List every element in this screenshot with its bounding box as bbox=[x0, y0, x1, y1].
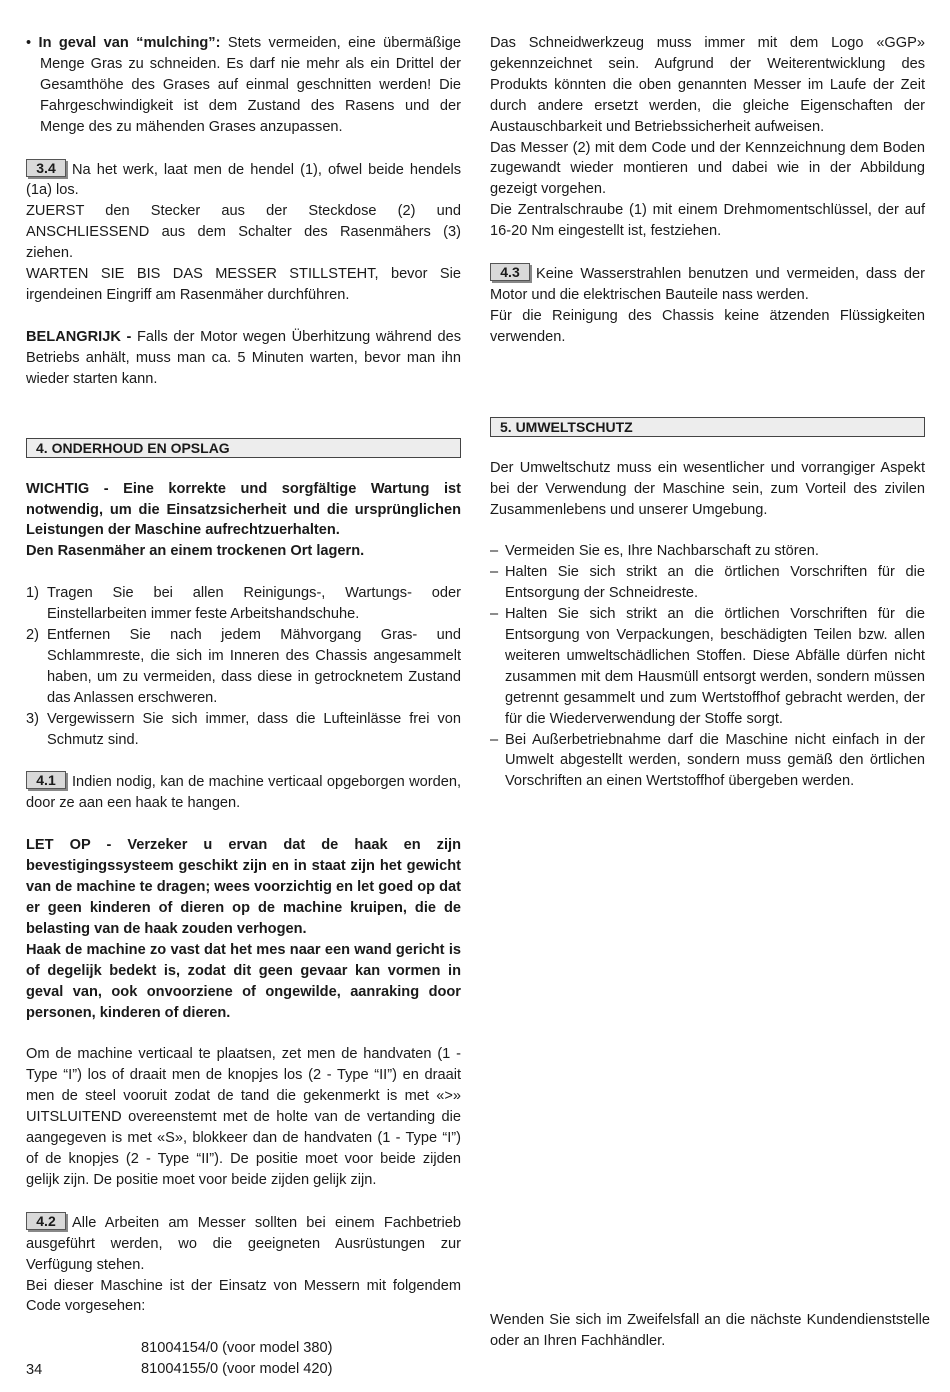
let-op-paragraph: LET OP - Verzeker u ervan dat de haak en zijn bevestigingssysteem geschikt zijn en in staat zijn het gewicht van de machine te dragen; wees voorzichtig en let goed op dat er geen kinderen of dieren op de machine kruipen, die de belasting van de haak zouden verhogen. bbox=[26, 837, 461, 937]
list-text: Vermeiden Sie es, Ihre Nachbarschaft zu stören. bbox=[505, 543, 819, 560]
maintenance-list bbox=[26, 583, 461, 750]
list-text: Bei Außerbetriebnahme darf die Maschine nicht einfach in der Umwelt abgestellt werden, sondern muss gemäß den örtlichen Vorschriften an einen Wertstoffhof übergeben werden. bbox=[505, 731, 925, 790]
list-item bbox=[490, 562, 925, 604]
section-badge-4-1: 4.1 bbox=[26, 771, 66, 789]
stecker-paragraph: ZUERST den Stecker aus der Steckdose (2) und ANSCHLIESSEND aus dem Schalter des Rasenmähers (3) ziehen. bbox=[26, 203, 461, 262]
right-column bbox=[490, 33, 925, 792]
page-number: 34 bbox=[26, 1362, 43, 1378]
wichtig-paragraph: WICHTIG - Eine korrekte und sorgfältige Wartung ist notwendig, um die Einsatzsicherheit und die ursprünglichen Leistungen der Maschine aufrechtzuerhalten. bbox=[26, 480, 461, 539]
list-text: Halten Sie sich strikt an die örtlichen Vorschriften für die Entsorgung der Schneidreste. bbox=[505, 564, 925, 602]
section-4-1-paragraph bbox=[26, 771, 461, 814]
belangrijk-label: BELANGRIJK - bbox=[26, 328, 132, 345]
left-column bbox=[26, 33, 461, 1380]
zentralschraube-paragraph: Die Zentralschraube (1) mit einem Drehmomentschlüssel, der auf 16-20 Nm eingestellt ist, festziehen. bbox=[490, 202, 925, 240]
section-4-3-paragraph bbox=[490, 263, 925, 306]
section-4-3-text: Keine Wasserstrahlen benutzen und vermeiden, dass der Motor und die elektrischen Bauteile nass werden. bbox=[490, 266, 925, 303]
list-dash: – bbox=[490, 606, 499, 623]
blade-code: 81004154/0 (voor model 380) bbox=[141, 1340, 333, 1357]
list-number: 1) bbox=[26, 585, 39, 602]
list-text: Halten Sie sich strikt an die örtlichen Vorschriften für die Entsorgung von Verpackungen, beschädigten Teilen bzw. allen weiteren umweltschädlichen Stoffen. Diese Abfälle dürfen nicht zusammen mit dem Hausmüll entsorgt werden, sondern müssen getrennt gesammelt und zum Wertstoffhof gebracht werden, der für die Wiederverwendung der Stoffe sorgt. bbox=[505, 606, 925, 727]
environment-list bbox=[490, 541, 925, 792]
list-number: 2) bbox=[26, 627, 39, 644]
list-text: Tragen Sie bei allen Reinigungs-, Wartungs- oder Einstellarbeiten immer feste Arbeitshandschuhe. bbox=[47, 585, 461, 623]
blade-code: 81004155/0 (voor model 420) bbox=[141, 1361, 333, 1378]
list-dash: – bbox=[490, 731, 499, 748]
list-item bbox=[490, 604, 925, 729]
mulching-paragraph: • In geval van “mulching”: Stets vermeiden, eine übermäßige Menge Gras zu schneiden. Es darf nie mehr als ein Drittel der Gesamthöhe des Grases auf einmal geschnitten werden! Die Fahrgeschwindigkeit ist dem Zustand des Rasens und der Menge des zu mähenden Grases anzupassen. bbox=[26, 35, 461, 135]
dealer-contact-note: Wenden Sie sich im Zweifelsfall an die nächste Kundendienststelle oder an Ihren Fachhändler. bbox=[490, 1312, 930, 1349]
verticaal-paragraph: Om de machine verticaal te plaatsen, zet men de handvaten (1 - Type “I”) los of draait men de knopjes los (2 - Type “II”) en draait men de steel vooruit zodat de tand die gekenmerkt is met «>» UITSLUITEND overeenstemt met de holte van de vertanding die aangegeven is met «S», blokkeer dan de handvaten (1 - Type “I”) of de knopjes (2 - Type “II”). De positie moet voor beide zijden gelijk zijn. De positie moet voor beide zijden gelijk zijn. bbox=[26, 1046, 461, 1188]
section-heading-5: 5. UMWELTSCHUTZ bbox=[490, 417, 925, 437]
list-item bbox=[26, 709, 461, 751]
lagern-paragraph: Den Rasenmäher an einem trockenen Ort lagern. bbox=[26, 543, 365, 560]
section-4-2-text: Alle Arbeiten am Messer sollten bei einem Fachbetrieb ausgeführt werden, wo die geeigneten Ausrüstungen zur Verfügung stehen. bbox=[26, 1214, 461, 1273]
list-text: Entfernen Sie nach jedem Mähvorgang Gras- und Schlammreste, die sich im Inneren des Chassis angesammelt haben, um zu vermeiden, dass diese in getrocknetem Zustand das Anlassen erschweren. bbox=[47, 627, 461, 706]
list-item bbox=[490, 730, 925, 793]
section-4-2-paragraph bbox=[26, 1212, 461, 1276]
chassis-paragraph: Für die Reinigung des Chassis keine ätzenden Flüssigkeiten verwenden. bbox=[490, 307, 925, 345]
mulching-text: Stets vermeiden, eine übermäßige Menge Gras zu schneiden. Es darf nie mehr als ein Drittel der Gesamthöhe des Grases auf einmal geschnitten werden! Die Fahrgeschwindigkeit ist dem Zustand des Rasens und der Menge des zu mähenden Grases anzupassen. bbox=[40, 35, 461, 135]
mulching-label: In geval van “mulching”: bbox=[38, 35, 221, 51]
list-item bbox=[26, 625, 461, 709]
list-number: 3) bbox=[26, 710, 39, 727]
blade-codes bbox=[26, 1338, 461, 1380]
list-item bbox=[26, 583, 461, 625]
section-badge-3-4: 3.4 bbox=[26, 159, 66, 177]
section-heading-4: 4. ONDERHOUD EN OPSLAG bbox=[26, 438, 461, 458]
list-dash: – bbox=[490, 543, 499, 560]
section-3-4-paragraph bbox=[26, 159, 461, 202]
haak-paragraph: Haak de machine zo vast dat het mes naar een wand gericht is of degelijk bedekt is, zodat dit geen gevaar kan vormen in geval van, ook onvoorziene of ongewilde, aanraking door personen, kinderen of dieren. bbox=[26, 941, 461, 1021]
messer-code-paragraph: Bei dieser Maschine ist der Einsatz von Messern mit folgendem Code vorgesehen: bbox=[26, 1277, 461, 1315]
messer-montieren-paragraph: Das Messer (2) mit dem Code und der Kennzeichnung dem Boden zugewandt wieder montieren und dabei wie in der Abbildung gezeigt vorgehen. bbox=[490, 139, 925, 198]
section-badge-4-2: 4.2 bbox=[26, 1212, 66, 1230]
umwelt-intro-paragraph: Der Umweltschutz muss ein wesentlicher und vorrangiger Aspekt bei der Verwendung der Maschine sein, zum Vorteil des zivilen Zusammenlebens und unserer Umgebung. bbox=[490, 459, 925, 518]
list-dash: – bbox=[490, 564, 499, 581]
section-4-1-text: Indien nodig, kan de machine verticaal opgeborgen worden, door ze aan een haak te hangen. bbox=[26, 774, 461, 812]
section-badge-4-3: 4.3 bbox=[490, 263, 530, 281]
belangrijk-text: Falls der Motor wegen Überhitzung während des Betriebs anhält, muss man ca. 5 Minuten warten, bevor man ihn wieder starten kann. bbox=[26, 328, 462, 387]
list-text: Vergewissern Sie sich immer, dass die Lufteinlässe frei von Schmutz sind. bbox=[47, 710, 461, 748]
ggp-paragraph: Das Schneidwerkzeug muss immer mit dem Logo «GGP» gekennzeichnet sein. Aufgrund der Weiterentwicklung des Produkts könnten die oben genannten Messer im Laufe der Zeit durch andere ersetzt werden, die gleiche Eigenschaften der Austauschbarkeit und Betriebssicherheit aufweisen. bbox=[490, 35, 925, 135]
section-3-4-text: Na het werk, laat men de hendel (1), ofwel beide hendels (1a) los. bbox=[26, 161, 461, 199]
belangrijk-paragraph bbox=[26, 327, 461, 390]
list-item bbox=[490, 541, 925, 562]
warten-paragraph: WARTEN SIE BIS DAS MESSER STILLSTEHT, bevor Sie irgendeinen Eingriff am Rasenmäher durchführen. bbox=[26, 266, 461, 303]
